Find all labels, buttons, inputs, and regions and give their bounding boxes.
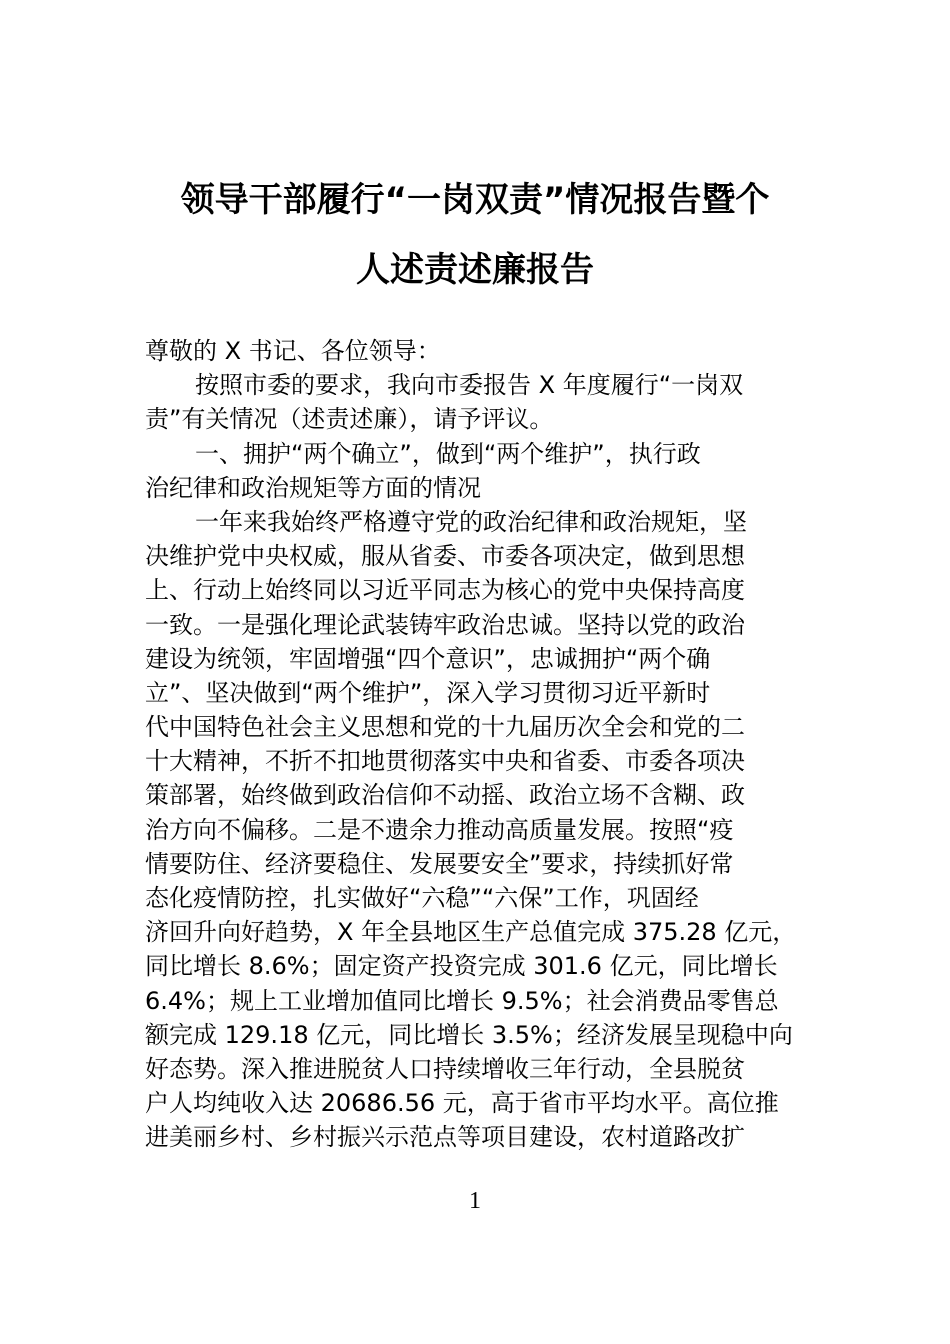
body-text-line: 决维护党中央权威，服从省委、市委各项决定，做到思想 bbox=[145, 542, 745, 571]
body-text-line: 十大精神，不折不扣地贯彻落实中央和省委、市委各项决 bbox=[145, 747, 745, 776]
body-text-line: 户人均纯收入达 20686.56 元，高于省市平均水平。高位推 bbox=[145, 1089, 779, 1118]
document-title-line-1: 领导干部履行“一岗双责”情况报告暨个 bbox=[180, 180, 770, 220]
body-text-line: 尊敬的 X 书记、各位领导： bbox=[145, 337, 441, 365]
body-text-line: 进美丽乡村、乡村振兴示范点等项目建设，农村道路改扩 bbox=[145, 1123, 745, 1152]
page-number: 1 bbox=[469, 1188, 481, 1214]
body-text-line: 策部署，始终做到政治信仰不动摇、政治立场不含糊、政 bbox=[145, 781, 745, 810]
body-text-line: 责”有关情况（述责述廉），请予评议。 bbox=[145, 405, 554, 434]
body-text-line: 建设为统领，牢固增强“四个意识”，忠诚拥护“两个确 bbox=[145, 644, 711, 673]
body-text-line: 一、拥护“两个确立”，做到“两个维护”，执行政 bbox=[195, 439, 701, 468]
body-text-line: 立”、坚决做到“两个维护”，深入学习贯彻习近平新时 bbox=[145, 678, 711, 707]
body-text-line: 6.4%；规上工业增加值同比增长 9.5%；社会消费品零售总 bbox=[145, 986, 779, 1015]
document-title-line-2: 人述责述廉报告 bbox=[356, 250, 594, 290]
body-text-line: 上、行动上始终同以习近平同志为核心的党中央保持高度 bbox=[145, 576, 745, 605]
body-text-line: 一致。一是强化理论武装铸牢政治忠诚。坚持以党的政治 bbox=[145, 610, 745, 639]
body-text-line: 额完成 129.18 亿元，同比增长 3.5%；经济发展呈现稳中向 bbox=[145, 1020, 793, 1049]
body-text-line: 一年来我始终严格遵守党的政治纪律和政治规矩，坚 bbox=[195, 507, 747, 536]
body-text-line: 同比增长 8.6%；固定资产投资完成 301.6 亿元，同比增长 bbox=[145, 952, 778, 981]
body-text-line: 好态势。深入推进脱贫人口持续增收三年行动，全县脱贫 bbox=[145, 1054, 745, 1083]
body-text-line: 按照市委的要求，我向市委报告 X 年度履行“一岗双 bbox=[195, 371, 744, 400]
body-text-line: 态化疫情防控，扎实做好“六稳”“六保”工作，巩固经 bbox=[145, 884, 699, 912]
body-text-line: 情要防住、经济要稳住、发展要安全”要求，持续抓好常 bbox=[145, 849, 734, 878]
body-text-line: 济回升向好趋势，X 年全县地区生产总值完成 375.28 亿元， bbox=[145, 918, 797, 947]
body-text-line: 治方向不偏移。二是不遗余力推动高质量发展。按照“疫 bbox=[145, 815, 734, 844]
body-text-line: 代中国特色社会主义思想和党的十九届历次全会和党的二 bbox=[145, 713, 745, 742]
document-body bbox=[145, 334, 810, 1155]
body-text-line: 治纪律和政治规矩等方面的情况 bbox=[145, 473, 481, 502]
